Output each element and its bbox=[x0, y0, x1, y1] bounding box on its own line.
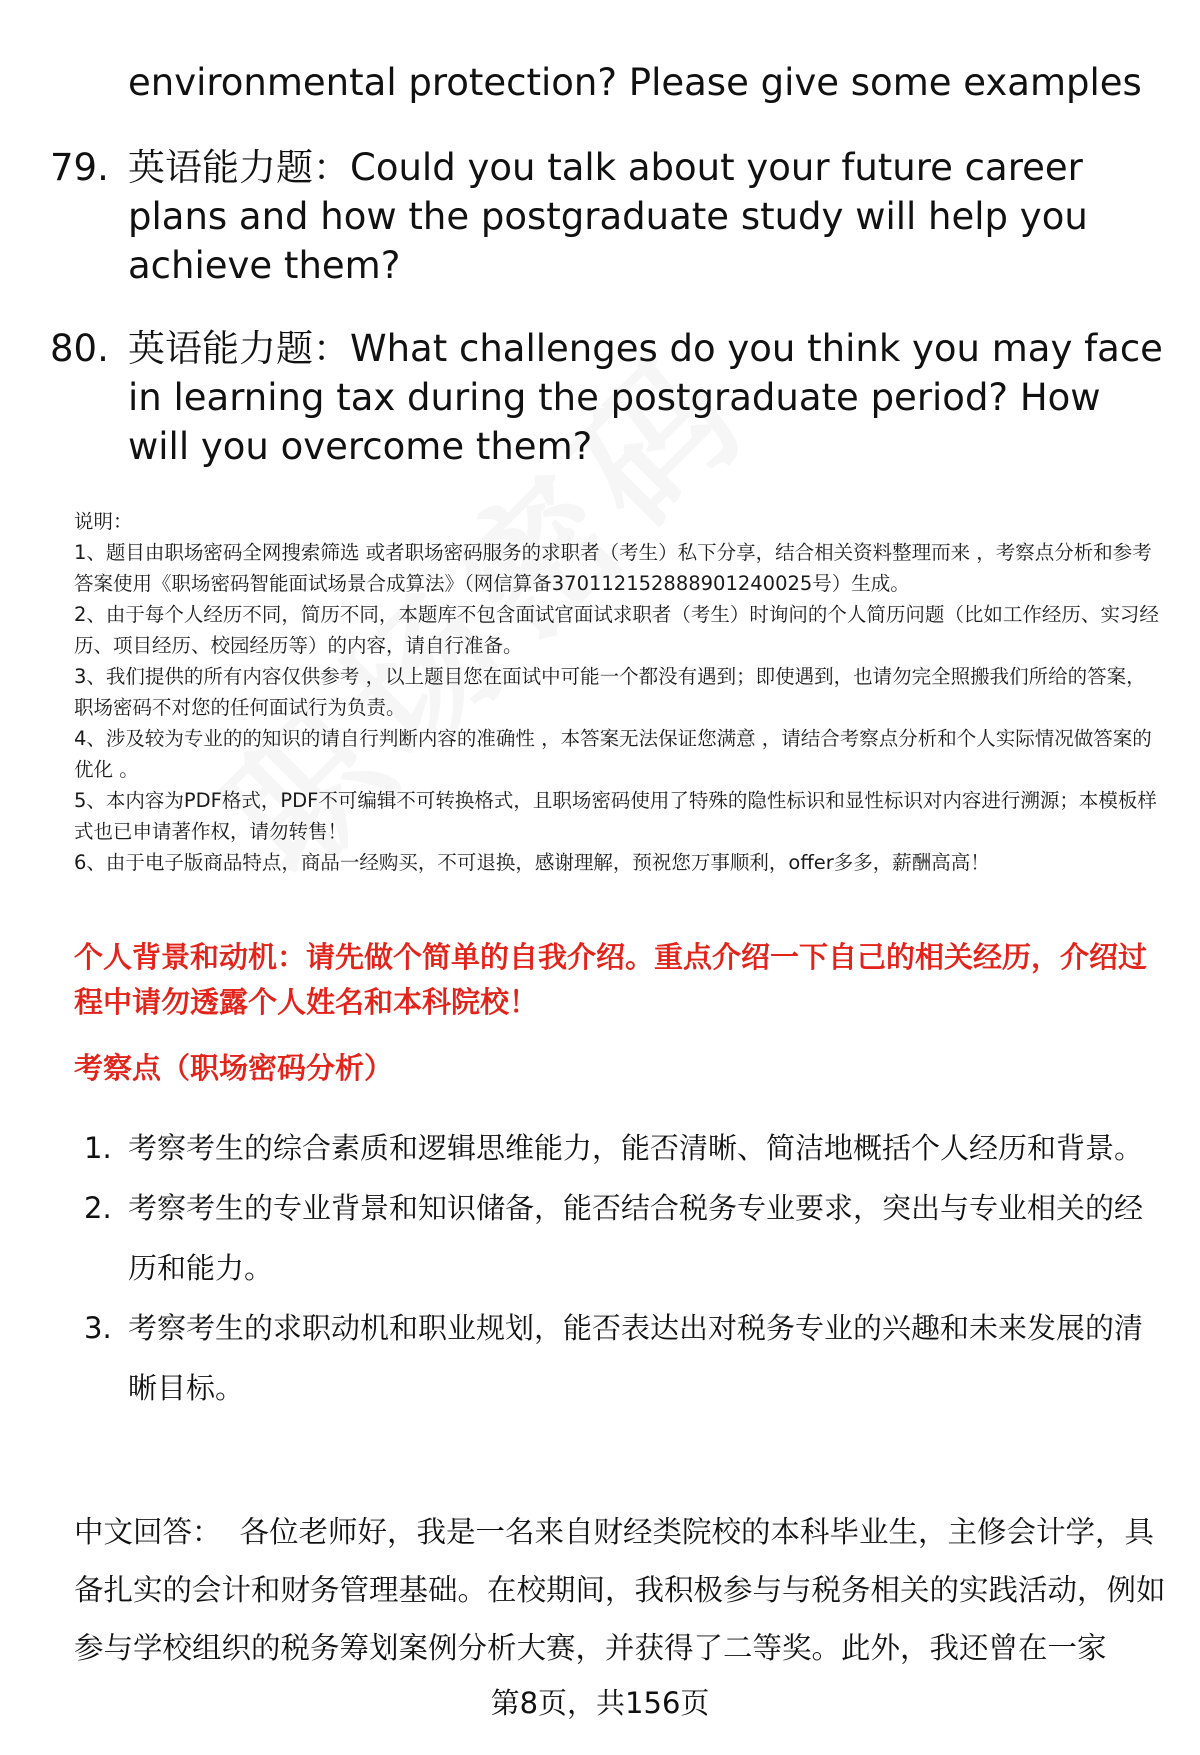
page-footer: 第8页，共156页 bbox=[490, 1686, 710, 1720]
analysis-point bbox=[84, 1178, 1164, 1298]
point-text: 考察考生的综合素质和逻辑思维能力，能否清晰、简洁地概括个人经历和背景。 bbox=[128, 1131, 1144, 1165]
note-item: 6、由于电子版商品特点，商品一经购买，不可退换，感谢理解，预祝您万事顺利，offer多多，薪酬高高！ bbox=[74, 851, 990, 874]
analysis-points bbox=[84, 1118, 1164, 1418]
point-text: 考察考生的求职动机和职业规划，能否表达出对税务专业的兴趣和未来发展的清晰目标。 bbox=[128, 1311, 1144, 1405]
note-item: 3、我们提供的所有内容仅供参考 ，以上题目您在面试中可能一个都没有遇到；即使遇到，也请勿完全照搬我们所给的答案，职场密码不对您的任何面试行为负责。 bbox=[74, 665, 1146, 719]
point-number: 1. bbox=[84, 1131, 112, 1165]
question-number: 79. bbox=[50, 146, 109, 189]
note-item: 1、题目由职场密码全网搜索筛选 或者职场密码服务的求职者（考生）私下分享，结合相关资料整理而来 ，考察点分析和参考答案使用《职场密码智能面试场景合成算法》（网信算备370112152888901240025号）生成。 bbox=[74, 541, 1152, 595]
analysis-point bbox=[84, 1118, 1164, 1178]
chinese-answer bbox=[74, 1503, 1168, 1677]
analysis-point bbox=[84, 1298, 1164, 1418]
note-item: 4、涉及较为专业的的知识的请自行判断内容的准确性 ，本答案无法保证您满意 ，请结合考察点分析和个人实际情况做答案的优化 。 bbox=[74, 727, 1152, 781]
previous-question-continuation: environmental protection? Please give some examples bbox=[128, 61, 1142, 104]
point-number: 2. bbox=[84, 1191, 112, 1225]
point-number: 3. bbox=[84, 1311, 112, 1345]
answer-label: 中文回答： bbox=[74, 1515, 222, 1549]
notes-title: 说明： bbox=[74, 510, 133, 533]
point-text: 考察考生的专业背景和知识储备，能否结合税务专业要求，突出与专业相关的经历和能力。 bbox=[128, 1191, 1144, 1285]
note-item: 5、本内容为PDF格式，PDF不可编辑不可转换格式，且职场密码使用了特殊的隐性标识和显性标识对内容进行溯源；本模板样式也已申请著作权，请勿转售！ bbox=[74, 789, 1157, 843]
background-question-heading: 个人背景和动机：请先做个简单的自我介绍。重点介绍一下自己的相关经历，介绍过程中请勿透露个人姓名和本科院校！ bbox=[74, 940, 1148, 1019]
answer-text: 各位老师好，我是一名来自财经类院校的本科毕业生，主修会计学，具备扎实的会计和财务管理基础。在校期间，我积极参与与税务相关的实践活动，例如参与学校组织的税务筹划案例分析大赛，并获得了二等奖。此外，我还曾在一家 bbox=[74, 1515, 1166, 1665]
question-text: 英语能力题：What challenges do you think you may face in learning tax during the postgraduate period? How will you overcome them? bbox=[128, 327, 1163, 468]
question-text: 英语能力题：Could you talk about your future career plans and how the postgraduate study will help you achieve them? bbox=[128, 146, 1088, 287]
note-item: 2、由于每个人经历不同，简历不同，本题库不包含面试官面试求职者（考生）时询问的个人简历问题（比如工作经历、实习经历、项目经历、校园经历等）的内容，请自行准备。 bbox=[74, 603, 1159, 657]
notes-section bbox=[74, 506, 1164, 878]
analysis-heading: 考察点（职场密码分析） bbox=[74, 1051, 394, 1085]
question-number: 80. bbox=[50, 327, 109, 370]
